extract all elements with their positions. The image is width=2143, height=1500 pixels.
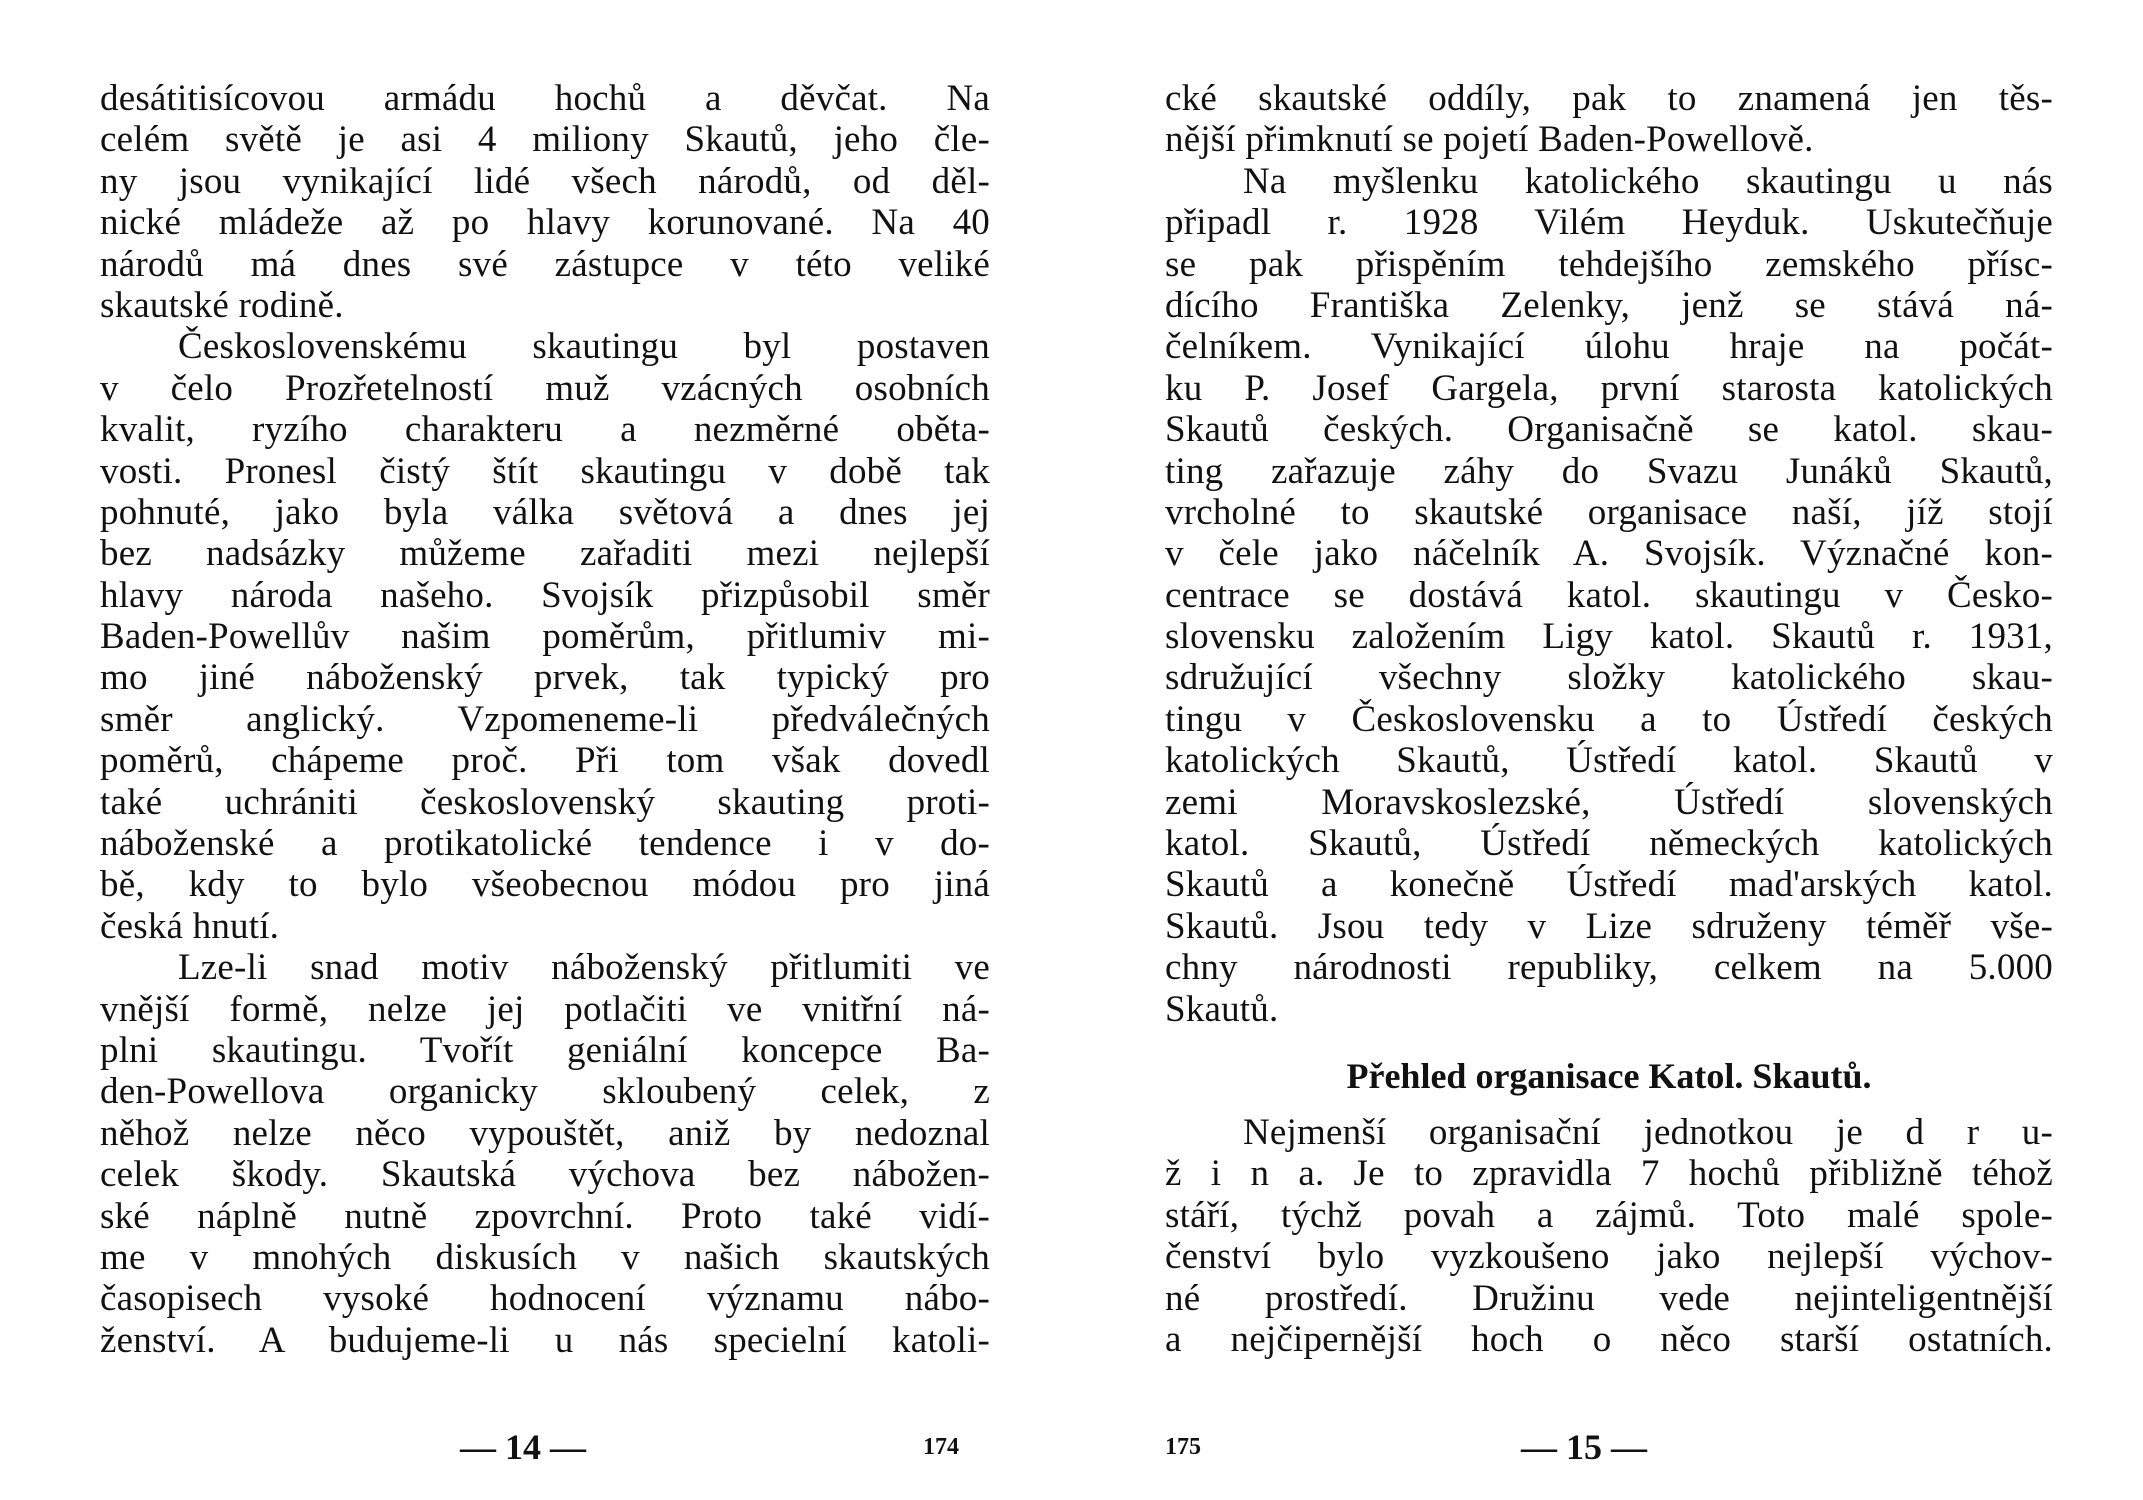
text-line: dícího Františka Zelenky, jenž se stává ná- (1165, 284, 2053, 326)
text-line: v čelo Prozřetelností muž vzácných osobních (100, 367, 990, 409)
text-line: hlavy národa našeho. Svojsík přizpůsobil směr (100, 574, 990, 616)
text-line: bě, kdy to bylo všeobecnou módou pro jiná (100, 864, 990, 906)
text-line: ské náplně nutně zpovrchní. Proto také vidí- (100, 1195, 990, 1237)
section-heading: Přehled organisace Katol. Skautů. (1346, 1055, 1872, 1096)
folio-number: 174 (923, 1434, 959, 1460)
text-line: zemi Moravskoslezské, Ústředí slovenských (1165, 781, 2053, 823)
text-line: slovensku založením Ligy katol. Skautů r. 1931, (1165, 616, 2053, 658)
text-line: chny národnosti republiky, celkem na 5.000 (1165, 947, 2053, 989)
text-line: celek škody. Skautská výchova bez nábožen- (100, 1154, 990, 1196)
text-line: cké skautské oddíly, pak to znamená jen těs- (1165, 78, 2053, 119)
text-line: sdružující všechny složky katolického skau- (1165, 657, 2053, 699)
text-line: čenství bylo vyzkoušeno jako nejlepší výchov- (1165, 1236, 2053, 1278)
left-page-text (100, 78, 990, 1361)
text-line: něhož nelze něco vypouštět, aniž by nedoznal (100, 1112, 990, 1154)
text-line: ž i n a. Je to zpravidla 7 hochů přibližně téhož (1165, 1153, 2053, 1195)
text-line: tingu v Československu a to Ústředí českých (1165, 698, 2053, 740)
text-line: připadl r. 1928 Vilém Heyduk. Uskutečňuje (1165, 202, 2053, 244)
text-line: také uchrániti československý skauting proti- (100, 781, 990, 823)
text-line: nické mládeže až po hlavy korunované. Na 40 (100, 202, 990, 244)
text-line: a nejčipernější hoch o něco starší ostatních. (1165, 1318, 2053, 1360)
text-line: né prostředí. Družinu vede nejinteligentnější (1165, 1277, 2053, 1319)
text-line: vrcholné to skautské organisace naší, jíž stojí (1165, 491, 2053, 533)
text-line: celém světě je asi 4 miliony Skautů, jeho čle- (100, 119, 990, 161)
text-line: čelníkem. Vynikající úlohu hraje na počát- (1165, 326, 2053, 368)
text-line: ženství. A budujeme-li u nás specielní katoli- (100, 1319, 990, 1361)
text-line: skautské rodině. (100, 284, 344, 326)
text-line: česká hnutí. (100, 905, 280, 947)
text-line: me v mnohých diskusích v našich skautských (100, 1236, 990, 1278)
text-line: den-Powellova organicky skloubený celek, z (100, 1071, 990, 1113)
text-line: nější přimknutí se pojetí Baden-Powellově. (1165, 119, 1814, 161)
text-line: ny jsou vynikající lidé všech národů, od děl- (100, 160, 990, 202)
text-line: náboženské a protikatolické tendence i v do- (100, 823, 990, 865)
text-line: vnější formě, nelze jej potlačiti ve vnitřní ná- (100, 988, 990, 1030)
page-number: — 15 — (1521, 1427, 1647, 1467)
text-line: Lze-li snad motiv náboženský přitlumiti ve (178, 947, 990, 989)
text-line: mo jiné náboženský prvek, tak typický pro (100, 657, 990, 699)
text-line: Na myšlenku katolického skautingu u nás (1243, 160, 2053, 202)
text-line: pohnuté, jako byla válka světová a dnes jej (100, 491, 990, 533)
text-line: kvalit, ryzího charakteru a nezměrné oběta- (100, 409, 990, 451)
right-page-text (1165, 78, 2053, 1360)
text-line: vosti. Pronesl čistý štít skautingu v době tak (100, 450, 990, 492)
text-line: Baden-Powellův našim poměrům, přitlumiv mi- (100, 616, 990, 658)
text-line: katol. Skautů, Ústředí německých katolických (1165, 823, 2053, 865)
text-line: Československému skautingu byl postaven (178, 326, 990, 368)
right-page (1071, 0, 2143, 1500)
text-line: národů má dnes své zástupce v této veliké (100, 243, 990, 285)
text-line: poměrů, chápeme proč. Při tom však dovedl (100, 740, 990, 782)
text-line: bez nadsázky můžeme zařaditi mezi nejlepší (100, 533, 990, 575)
text-line: se pak přispěním tehdejšího zemského přísc- (1165, 243, 2053, 285)
text-line: v čele jako náčelník A. Svojsík. Význačné kon- (1165, 533, 2053, 575)
left-page (0, 0, 1071, 1500)
text-line: ting zařazuje záhy do Svazu Junáků Skautů, (1165, 450, 2053, 492)
text-line: Nejmenší organisační jednotkou je d r u- (1243, 1111, 2053, 1153)
text-line: ku P. Josef Gargela, první starosta katolických (1165, 367, 2053, 409)
text-line: časopisech vysoké hodnocení významu nábo- (100, 1278, 990, 1320)
text-line: Skautů českých. Organisačně se katol. skau- (1165, 409, 2053, 451)
text-line: Skautů. Jsou tedy v Lize sdruženy téměř vše- (1165, 905, 2053, 947)
text-line: plni skautingu. Tvořít geniální koncepce Ba- (100, 1029, 990, 1071)
text-line: Skautů. (1165, 988, 1279, 1030)
text-line: centrace se dostává katol. skautingu v Česko- (1165, 574, 2053, 616)
text-line: směr anglický. Vzpomeneme-li předválečných (100, 698, 990, 740)
text-line: Skautů a konečně Ústředí mad'arských katol. (1165, 864, 2053, 906)
page-number: — 14 — (460, 1427, 586, 1467)
text-line: katolických Skautů, Ústředí katol. Skautů v (1165, 740, 2053, 782)
text-line: stáří, týchž povah a zájmů. Toto malé spole- (1165, 1194, 2053, 1236)
folio-number: 175 (1165, 1434, 1201, 1460)
text-line: desátitisícovou armádu hochů a děvčat. Na (100, 78, 990, 119)
